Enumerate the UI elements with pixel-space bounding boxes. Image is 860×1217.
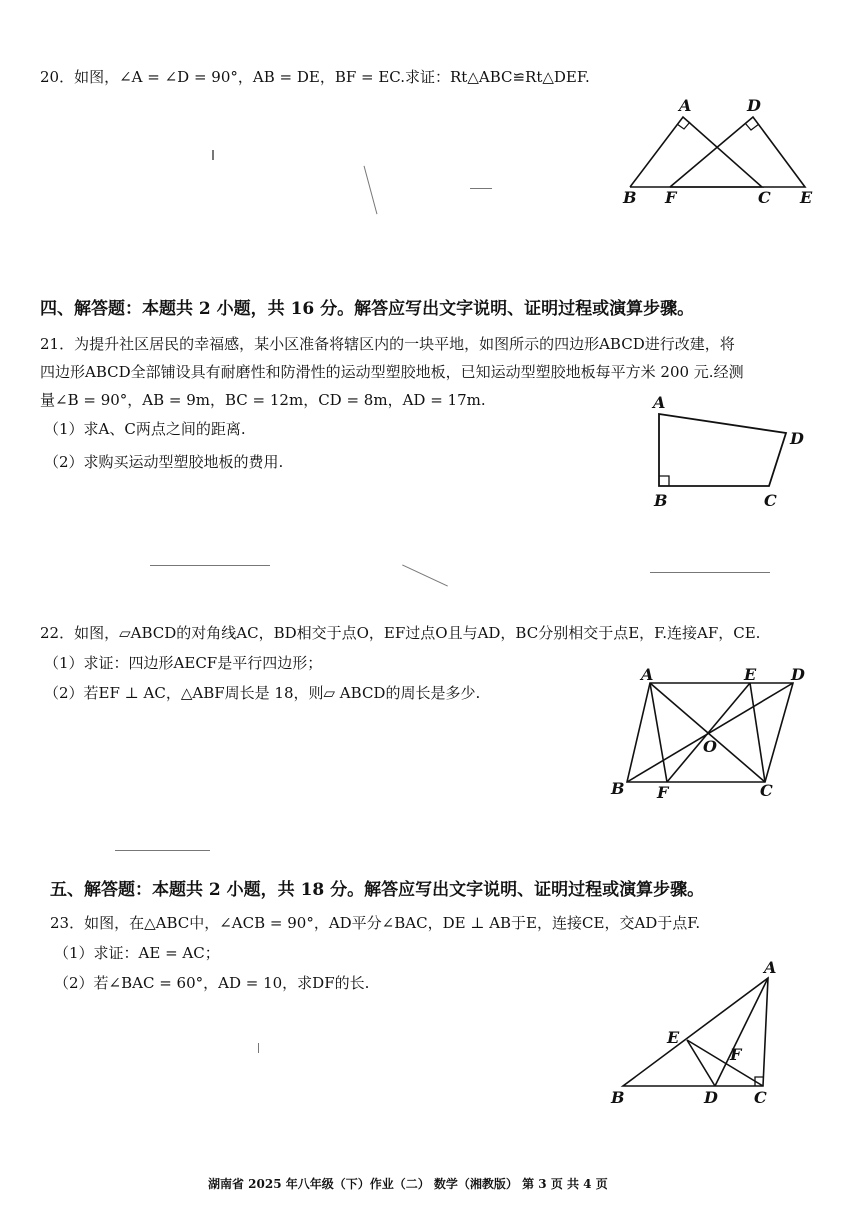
q21-label-b: B [654, 491, 668, 510]
q23-label-b: B [611, 1088, 625, 1107]
q22-part1: （1）求证：四边形AECF是平行四边形； [44, 654, 323, 672]
q20-figure [615, 95, 825, 210]
q21-part2: （2）求购买运动型塑胶地板的费用. [44, 453, 284, 471]
q23-part2: （2）若∠BAC = 60°，AD = 10，求DF的长. [54, 974, 370, 992]
q20-label-a: A [679, 96, 692, 115]
q22-label-d: D [791, 665, 805, 684]
q22-label-f: F [657, 783, 669, 802]
q22-line1: 22．如图，▱ABCD的对角线AC，BD相交于点O，EF过点O且与AD，BC分别相交于点E，F.连接AF，CE. [40, 624, 761, 642]
scan-mark [650, 572, 770, 573]
q23-label-e: E [667, 1028, 680, 1047]
q23-figure [605, 955, 790, 1115]
q21-label-c: C [764, 491, 777, 510]
q22-label-b: B [611, 779, 625, 798]
q23-label-c: C [754, 1088, 767, 1107]
scan-mark [212, 150, 214, 160]
q20-label-c: C [758, 188, 771, 207]
page-footer: 湖南省 2025 年八年级（下）作业（二） 数学（湘教版） 第 3 页 共 4 页 [208, 1177, 608, 1191]
q23-part1: （1）求证：AE = AC； [54, 944, 220, 962]
scan-mark [402, 564, 448, 586]
q21-figure [645, 392, 815, 512]
q20-label-d: D [747, 96, 761, 115]
q21-line1: 21．为提升社区居民的幸福感，某小区准备将辖区内的一块平地，如图所示的四边形ABCD进行改建，将 [40, 335, 735, 353]
section4-heading: 四、解答题：本题共 2 小题，共 16 分。解答应写出文字说明、证明过程或演算步骤。 [40, 299, 695, 319]
section5-heading: 五、解答题：本题共 2 小题，共 18 分。解答应写出文字说明、证明过程或演算步骤。 [50, 880, 705, 900]
q21-line3: 量∠B = 90°，AB = 9m，BC = 12m，CD = 8m，AD = 17m. [40, 391, 486, 409]
q21-label-d: D [790, 429, 804, 448]
q21-part1: （1）求A、C两点之间的距离. [44, 420, 246, 438]
q22-label-a: A [641, 665, 654, 684]
q21-line2: 四边形ABCD全部铺设具有耐磨性和防滑性的运动型塑胶地板，已知运动型塑胶地板每平方米 200 元.经测 [40, 363, 744, 381]
q20-label-f: F [665, 188, 677, 207]
q23-line1: 23．如图，在△ABC中，∠ACB = 90°，AD平分∠BAC，DE ⊥ AB于E，连接CE，交AD于点F. [50, 914, 701, 932]
q23-label-d: D [704, 1088, 718, 1107]
q22-label-e: E [744, 665, 757, 684]
q22-label-c: C [760, 781, 773, 800]
q21-label-a: A [653, 393, 666, 412]
q20-label-e: E [800, 188, 813, 207]
q22-part2: （2）若EF ⊥ AC，△ABF周长是 18，则▱ ABCD的周长是多少. [44, 684, 481, 702]
q20-label-b: B [623, 188, 637, 207]
scan-mark [364, 166, 378, 215]
scan-mark [258, 1043, 259, 1053]
q20-text: 20．如图，∠A = ∠D = 90°，AB = DE，BF = EC.求证：Rt△ABC≌Rt△DEF. [40, 68, 590, 86]
q22-figure [605, 664, 815, 804]
scan-mark [115, 850, 210, 851]
scan-mark [150, 565, 270, 566]
q23-label-f: F [730, 1045, 742, 1064]
scan-mark [470, 188, 492, 189]
q22-label-o: O [703, 737, 717, 756]
q23-label-a: A [764, 958, 777, 977]
